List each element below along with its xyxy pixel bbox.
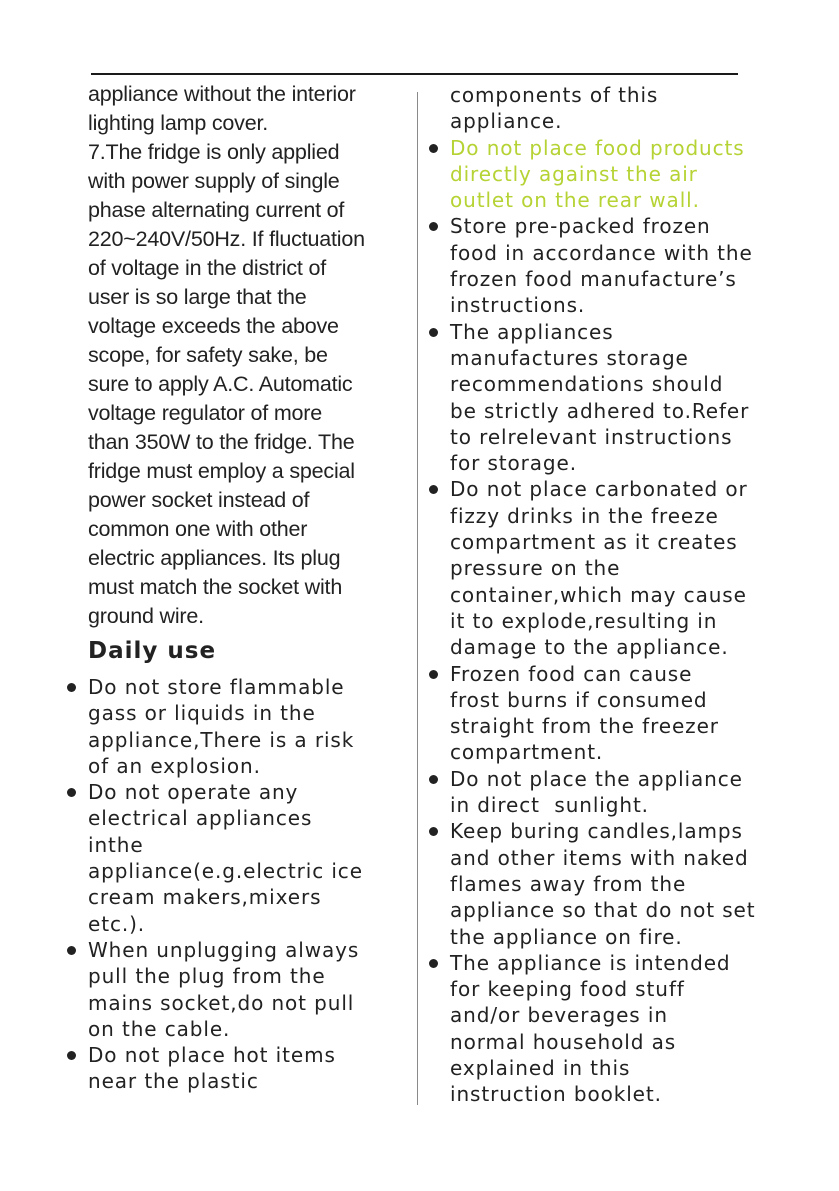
list-item-line: directly against the air [450,161,698,186]
list-item-line: in direct sunlight. [450,793,649,818]
bullet-dot-icon [429,144,438,153]
list-item-line: the appliance on fire. [450,924,683,949]
list-item-line: Frozen food can cause [450,661,693,686]
paragraph-line: user is so large that the [88,285,307,309]
paragraph-line: scope, for safety sake, be [88,343,328,367]
bullet-dot-icon [429,328,438,337]
paragraph-line: lighting lamp cover. [88,111,269,135]
list-item [88,937,418,1042]
list-item-line: container,which may cause [450,582,747,607]
list-item [450,135,770,214]
bullet-dot-icon [429,222,438,231]
list-item [450,950,770,1108]
continued-line: components of this [450,83,659,107]
list-item-line: gass or liquids in the [88,701,316,726]
paragraph-line: with power supply of single [88,169,340,193]
left-column [88,80,410,1094]
bullet-dot-icon [429,775,438,784]
right-continued-text [450,82,770,135]
list-item-line: appliance so that do not set [450,898,756,923]
paragraph-line: sure to apply A.C. Automatic [88,372,353,396]
list-item-line: flames away from the [450,871,687,896]
list-item-line: manufactures storage [450,345,689,370]
list-item-line: Do not place food products [450,135,745,160]
list-item-line: instructions. [450,293,586,318]
list-item [450,766,770,819]
list-item-line: explained in this [450,1055,631,1080]
list-item-line: cream makers,mixers [88,885,322,910]
list-item [88,674,418,779]
bullet-dot-icon [67,1051,76,1060]
list-item-line: for storage. [450,451,577,476]
list-item-line: be strictly adhered to.Refer [450,398,750,423]
list-item-line: electrical appliances [88,806,313,831]
list-item [450,213,770,318]
list-item-line: Store pre-packed frozen [450,214,711,239]
bullet-dot-icon [67,946,76,955]
list-item-line: pull the plug from the [88,964,326,989]
left-paragraph [88,80,410,631]
paragraph-line: 220~240V/50Hz. If fluctuation [88,227,365,251]
list-item [450,319,770,477]
list-item-line: straight from the freezer [450,714,719,739]
list-item-line: compartment as it creates [450,530,738,555]
list-item-line: and/or beverages in [450,1003,668,1028]
paragraph-line: phase alternating current of [88,198,345,222]
list-item-line: Do not place the appliance [450,766,743,791]
bullet-dot-icon [67,788,76,797]
list-item-line: to relrelevant instructions [450,424,733,449]
paragraph-line: common one with other [88,517,308,541]
list-item-line: instruction booklet. [450,1082,662,1107]
bullet-dot-icon [67,683,76,692]
paragraph-line: voltage regulator of more [88,401,323,425]
list-item-line: Do not operate any [88,780,299,805]
bullet-dot-icon [429,485,438,494]
paragraph-line: appliance without the interior [88,82,356,106]
bullet-dot-icon [429,670,438,679]
list-item-line: on the cable. [88,1016,231,1041]
list-item-line: Keep buring candles,lamps [450,819,743,844]
list-item-line: of an explosion. [88,753,261,778]
bullet-dot-icon [429,827,438,836]
list-item-line: frost burns if consumed [450,687,708,712]
list-item-line: Do not place hot items [88,1043,336,1068]
list-item-line: etc.). [88,911,146,936]
paragraph-line: fridge must employ a special [88,459,355,483]
paragraph-line: ground wire. [88,604,204,628]
left-bullet-list [88,674,418,1095]
list-item-line: compartment. [450,740,604,765]
bullet-dot-icon [429,959,438,968]
right-column [450,82,770,1108]
list-item-line: The appliance is intended [450,950,731,975]
section-title-daily-use: Daily use [88,638,217,664]
list-item-line: fizzy drinks in the freeze [450,503,719,528]
list-item-line: normal household as [450,1029,677,1054]
list-item-line: mains socket,do not pull [88,990,355,1015]
list-item-line: it to explode,resulting in [450,608,718,633]
list-item-line: Do not store flammable [88,675,345,699]
list-item [88,779,418,937]
paragraph-line: must match the socket with [88,575,343,599]
list-item-line: food in accordance with the [450,240,753,265]
list-item [88,1042,418,1095]
list-item-line: appliance(e.g.electric ice [88,859,363,884]
list-item-line: outlet on the rear wall. [450,188,700,213]
list-item [450,818,770,949]
continued-line: appliance. [450,109,563,134]
list-item-line: damage to the appliance. [450,635,729,660]
paragraph-line: than 350W to the fridge. The [88,430,355,454]
list-item-line: for keeping food stuff [450,977,685,1002]
paragraph-line: voltage exceeds the above [88,314,339,338]
list-item-line: appliance,There is a risk [88,727,355,752]
list-item-line: near the plastic [88,1069,259,1094]
paragraph-line: of voltage in the district of [88,256,326,280]
top-rule [91,73,738,75]
list-item-line: recommendations should [450,372,724,397]
list-item-line: and other items with naked [450,845,749,870]
list-item-line: Do not place carbonated or [450,477,748,502]
paragraph-line: power socket instead of [88,488,310,512]
list-item-line: frozen food manufacture’s [450,267,737,292]
right-bullet-list [450,135,770,1108]
list-item-line: pressure on the [450,556,621,581]
list-item-line: inthe [88,832,144,857]
list-item-line: The appliances [450,319,614,344]
list-item-line: When unplugging always [88,937,360,962]
list-item [450,661,770,766]
paragraph-line: 7.The fridge is only applied [88,140,340,164]
paragraph-line: electric appliances. Its plug [88,546,341,570]
list-item [450,476,770,660]
